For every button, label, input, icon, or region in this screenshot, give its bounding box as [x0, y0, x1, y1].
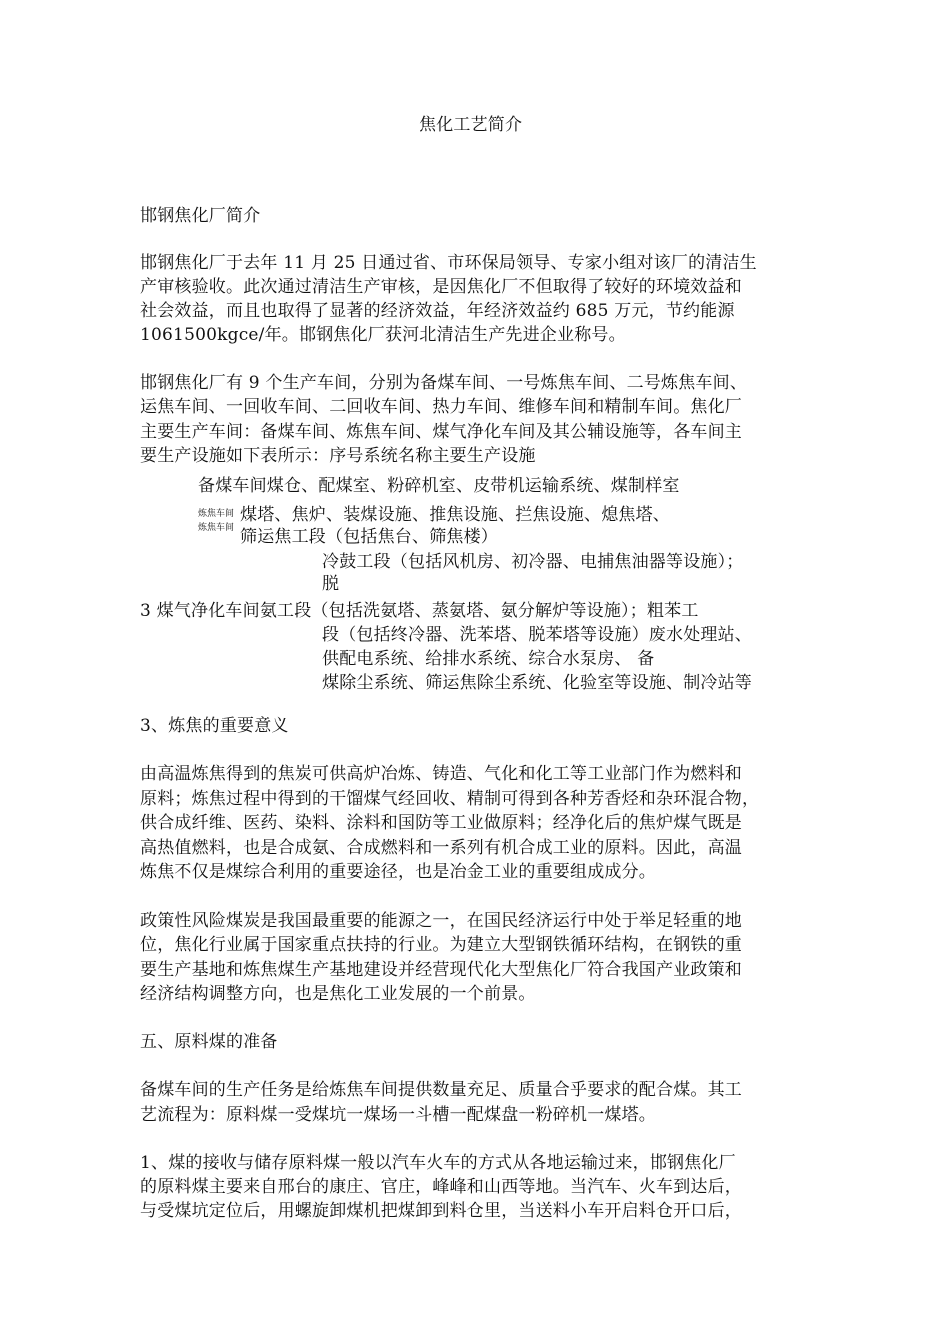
paragraph-line: 高热值燃料，也是合成氨、合成燃料和一系列有机合成工业的原料。因此，高温	[140, 838, 742, 858]
paragraph-line: 位，焦化行业属于国家重点扶持的行业。为建立大型钢铁循环结构，在钢铁的重	[140, 935, 742, 955]
paragraph-line: 邯钢焦化厂于去年 11 月 25 日通过省、市环保局领导、专家小组对该厂的清洁生	[140, 253, 757, 273]
document-title: 焦化工艺简介	[419, 115, 523, 135]
table-row: 筛运焦工段（包括焦台、筛焦楼）	[240, 527, 498, 547]
table-row: 段（包括终冷器、洗苯塔、脱苯塔等设施）废水处理站、	[322, 625, 752, 645]
table-row: 脱	[322, 574, 340, 594]
table-cell-small: 炼焦车间	[198, 509, 235, 519]
paragraph-line: 与受煤坑定位后，用螺旋卸煤机把煤卸到料仓里，当送料小车开启料仓开口后，	[140, 1201, 742, 1221]
table-row: 3 煤气净化车间氨工段（包括洗氨塔、蒸氨塔、氨分解炉等设施）；粗苯工	[140, 601, 699, 621]
paragraph-line: 的原料煤主要来自邢台的康庄、官庄，峰峰和山西等地。当汽车、火车到达后，	[140, 1177, 742, 1197]
paragraph-line: 社会效益，而且也取得了显著的经济效益，年经济效益约 685 万元，节约能源	[140, 301, 735, 321]
paragraph-line: 艺流程为：原料煤一受煤坑一煤场一斗槽一配煤盘一粉碎机一煤塔。	[140, 1105, 656, 1125]
section-heading-significance: 3、炼焦的重要意义	[140, 716, 289, 736]
table-row: 煤塔、焦炉、装煤设施、推焦设施、拦焦设施、熄焦塔、	[240, 505, 670, 525]
paragraph-line: 炼焦不仅是煤综合利用的重要途径，也是冶金工业的重要组成成分。	[140, 862, 656, 882]
paragraph-line: 邯钢焦化厂有 9 个生产车间，分别为备煤车间、一号炼焦车间、二号炼焦车间、	[140, 373, 748, 393]
paragraph-line: 1、煤的接收与储存原料煤一般以汽车火车的方式从各地运输过来，邯钢焦化厂	[140, 1153, 736, 1173]
paragraph-line: 经济结构调整方向，也是焦化工业发展的一个前景。	[140, 984, 536, 1004]
paragraph-line: 原料；炼焦过程中得到的干馏煤气经回收、精制可得到各种芳香烃和杂环混合物，	[140, 789, 760, 809]
paragraph-line: 供合成纤维、医药、染料、涂料和国防等工业做原料；经净化后的焦炉煤气既是	[140, 813, 742, 833]
paragraph-line: 备煤车间的生产任务是给炼焦车间提供数量充足、质量合乎要求的配合煤。其工	[140, 1080, 742, 1100]
paragraph-line: 要生产设施如下表所示：序号系统名称主要生产设施	[140, 446, 536, 466]
table-row: 煤除尘系统、筛运焦除尘系统、化验室等设施、制冷站等	[322, 673, 752, 693]
paragraph-line: 由高温炼焦得到的焦炭可供高炉冶炼、铸造、气化和化工等工业部门作为燃料和	[140, 764, 742, 784]
table-cell-small: 炼焦车间	[198, 523, 235, 533]
paragraph-line: 1061500kgce/年。邯钢焦化厂获河北清洁生产先进企业称号。	[140, 325, 626, 345]
table-row: 备煤车间煤仓、配煤室、粉碎机室、皮带机运输系统、煤制样室	[198, 476, 680, 496]
table-row: 供配电系统、给排水系统、综合水泵房、 备	[322, 649, 655, 669]
paragraph-line: 产审核验收。此次通过清洁生产审核，是因焦化厂不但取得了较好的环境效益和	[140, 277, 742, 297]
paragraph-line: 政策性风险煤炭是我国最重要的能源之一，在国民经济运行中处于举足轻重的地	[140, 911, 742, 931]
paragraph-line: 运焦车间、一回收车间、二回收车间、热力车间、维修车间和精制车间。焦化厂	[140, 397, 742, 417]
paragraph-line: 要生产基地和炼焦煤生产基地建设并经营现代化大型焦化厂符合我国产业政策和	[140, 960, 742, 980]
section-heading-raw-coal: 五、原料煤的准备	[140, 1032, 278, 1052]
paragraph-line: 主要生产车间：备煤车间、炼焦车间、煤气净化车间及其公辅设施等，各车间主	[140, 422, 742, 442]
section-heading-intro: 邯钢焦化厂简介	[140, 206, 261, 226]
table-row: 冷鼓工段（包括风机房、初冷器、电捕焦油器等设施）；	[322, 552, 744, 572]
